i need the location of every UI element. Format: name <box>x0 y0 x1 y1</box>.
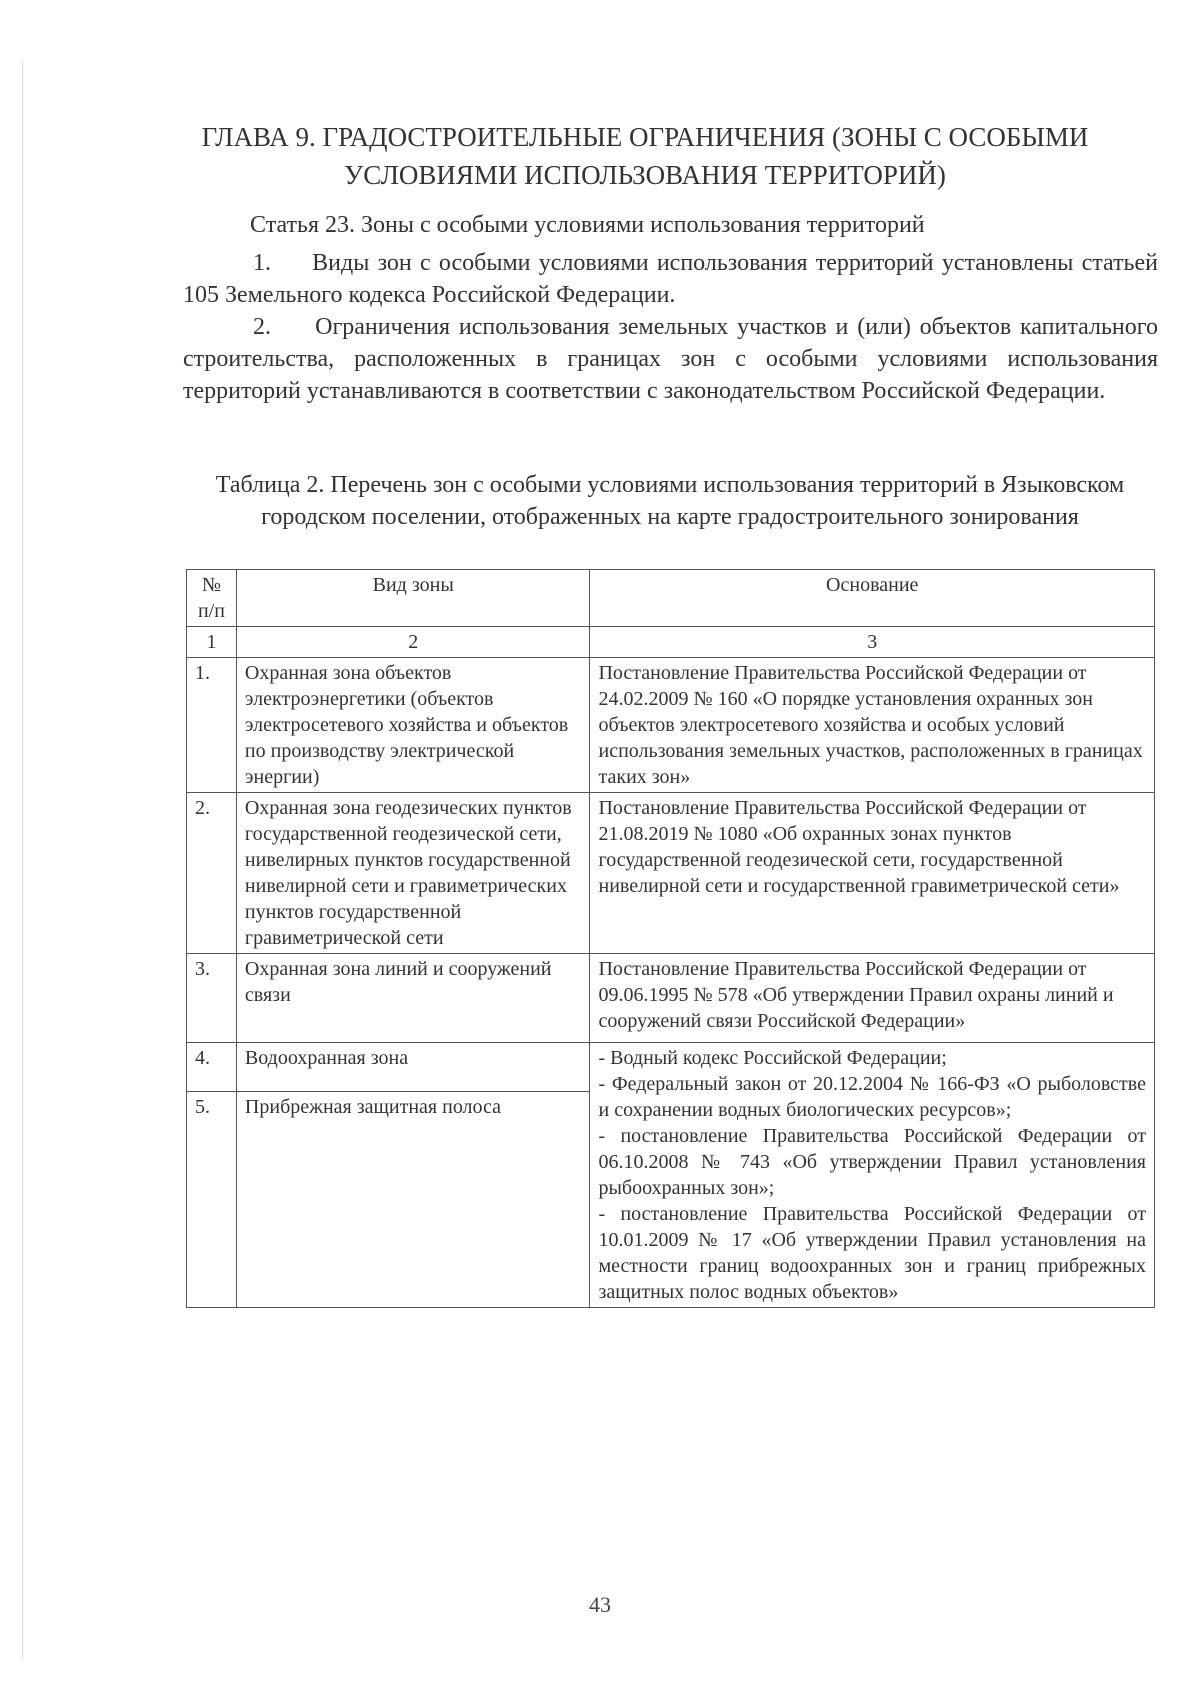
table-row <box>187 658 1155 793</box>
row-num: 5. <box>187 1092 237 1308</box>
article-paragraph-2: 2. Ограничения использования земельных участков и (или) объектов капитального строительства, расположенных в границах зон с особыми условиями использования территорий устанавливаются в соответствии с законодательством Российской Федерации. <box>183 314 1158 404</box>
basis-item: - постановление Правительства Российской Федерации от 10.01.2009 № 17 «Об утверждении Правил установления на местности границ водоохранных зон и границ прибрежных защитных полос водных объектов» <box>598 1203 1146 1303</box>
table-row <box>187 793 1155 954</box>
basis-item: - постановление Правительства Российской Федерации от 06.10.2008 № 743 «Об утверждении Правил установления рыбоохранных зон»; <box>598 1125 1146 1199</box>
article-paragraph-1: 1. Виды зон с особыми условиями использования территорий установлены статьей 105 Земельного кодекса Российской Федерации. <box>183 250 1158 308</box>
zones-table <box>186 569 1155 1308</box>
table-caption: Таблица 2. Перечень зон с особыми условиями использования территорий в Языковском городском поселении, отображенных на карте градостроительного зонирования <box>215 472 1125 530</box>
col-number: 2 <box>236 627 590 658</box>
scan-edge-line <box>22 60 23 1660</box>
row-zone-type: Прибрежная защитная полоса <box>236 1092 590 1308</box>
table-row <box>187 1043 1155 1092</box>
chapter-heading <box>150 118 1140 194</box>
column-number-row <box>187 627 1155 658</box>
chapter-heading-line1: ГЛАВА 9. ГРАДОСТРОИТЕЛЬНЫЕ ОГРАНИЧЕНИЯ (ЗОНЫ С ОСОБЫМИ <box>201 122 1089 152</box>
header-basis: Основание <box>590 570 1155 627</box>
table-header-row <box>187 570 1155 627</box>
article-title: Статья 23. Зоны с особыми условиями использования территорий <box>250 212 925 238</box>
row-basis: Постановление Правительства Российской Федерации от 21.08.2019 № 1080 «Об охранных зонах пунктов государственной геодезической сети, государственной нивелирной сети и государственной гравиметрической сети» <box>590 793 1155 954</box>
chapter-heading-line2: УСЛОВИЯМИ ИСПОЛЬЗОВАНИЯ ТЕРРИТОРИЙ) <box>344 160 946 190</box>
table-row <box>187 954 1155 1043</box>
row-num: 3. <box>187 954 237 1043</box>
basis-item: - Водный кодекс Российской Федерации; <box>598 1047 947 1069</box>
row-zone-type: Водоохранная зона <box>236 1043 590 1092</box>
page-number: 43 <box>589 1592 611 1617</box>
row-zone-type: Охранная зона объектов электроэнергетики (объектов электросетевого хозяйства и объектов по производству электрической энергии) <box>236 658 590 793</box>
row-basis: Постановление Правительства Российской Федерации от 24.02.2009 № 160 «О порядке установления охранных зон объектов электросетевого хозяйства и особых условий использования земельных участков, расположенных в границах таких зон» <box>590 658 1155 793</box>
row-zone-type: Охранная зона геодезических пунктов государственной геодезической сети, нивелирных пунктов государственной нивелирной сети и гравиметрических пунктов государственной гравиметрической сети <box>236 793 590 954</box>
row-num: 2. <box>187 793 237 954</box>
row-basis: Постановление Правительства Российской Федерации от 09.06.1995 № 578 «Об утверждении Правил охраны линий и сооружений связи Российской Федерации» <box>590 954 1155 1043</box>
col-number: 1 <box>187 627 237 658</box>
header-num: № п/п <box>187 570 237 627</box>
row-basis-shared <box>590 1043 1155 1308</box>
row-num: 4. <box>187 1043 237 1092</box>
col-number: 3 <box>590 627 1155 658</box>
row-zone-type: Охранная зона линий и сооружений связи <box>236 954 590 1043</box>
header-zone-type: Вид зоны <box>236 570 590 627</box>
basis-item: - Федеральный закон от 20.12.2004 № 166-ФЗ «О рыболовстве и сохранении водных биологических ресурсов»; <box>598 1073 1146 1121</box>
row-num: 1. <box>187 658 237 793</box>
